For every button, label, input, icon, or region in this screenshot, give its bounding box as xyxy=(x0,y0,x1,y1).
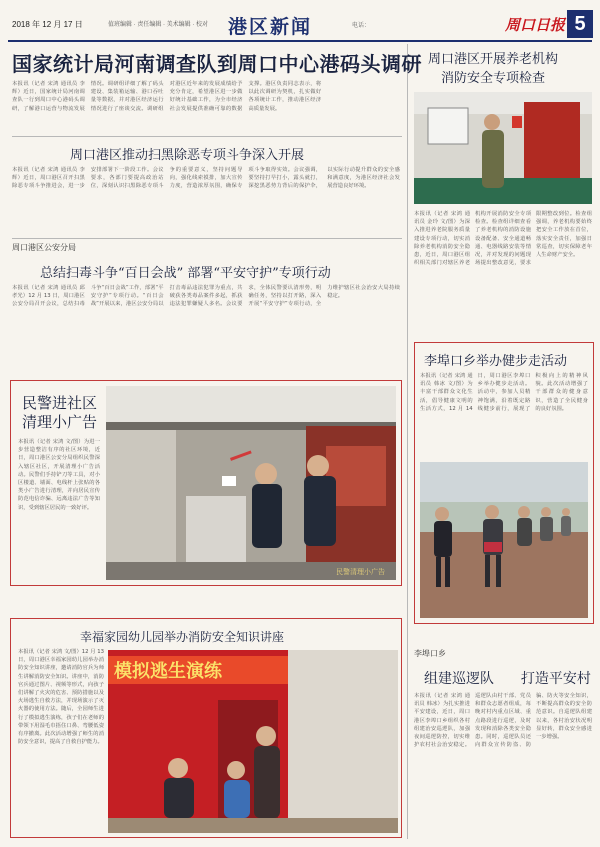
editor-credits: 值班编辑 · 责任编辑 · 美术编辑 · 校对 xyxy=(108,22,208,28)
article1-body: 本报讯（记者 宋鸿 通讯员 李辉）近日，国家统计局河南调查队一行到周口中心港码头调研，了解港口运营与物流发展情况。调研组详细了解了码头建设、集装箱运输、港口吞吐量等数据，并对港区经济运行情况进行了座谈交流。调研组对港区近年来的发展成绩给予充分肯定，希望港区进一步做好统计基础工作，为全市经济社会发展提供准确可靠的数据支撑。港区负责同志表示，将以此次调研为契机，扎实做好各项统计工作，推动港区经济高质量发展。 xyxy=(12,81,322,112)
article5-photo xyxy=(108,650,398,833)
article2-body: 本报讯（记者 宋鸿 通讯员 李辉）近日，周口港区召开扫黑除恶专项斗争推进会，进一步安排部署下一阶段工作。会议要求，各部门要提高政治站位，深刻认识扫黑除恶专项斗争的重要意义，坚持问题导向，强化线索摸排，加大宣传力度，营造浓厚氛围，确保专项斗争取得实效。会议强调，要坚持打早打小，露头就打，深挖黑恶势力背后的保护伞，以实际行动提升群众的安全感和满意度，为港区经济社会发展营造良好环境。 xyxy=(12,167,400,190)
article8-headline-line2: 打造平安村 xyxy=(520,671,591,687)
newspaper-logo: 周口日报 xyxy=(505,16,566,34)
column-divider xyxy=(407,44,408,839)
article7-body: 本报讯（记者 宋鸿 通讯员 韩冰 文/图）为丰富干部群众文化生活，倡导健康文明的生活方式，12 月 14 日，周口港区李埠口乡举办健步走活动。活动中，参加人员精神饱满，沿着既定路线健步前行，展现了积极向上的精神风貌。此次活动增强了干部群众的健身意识，营造了全民健身的良好氛围。 xyxy=(420,373,588,412)
header-rule xyxy=(8,40,592,42)
article6-body: 本报讯（记者 宋鸿 通讯员 金玲 文/图）为深入推进养老院服务质量建设专项行动，切实消除养老机构消防安全隐患，近日，周口港区组织相关部门对辖区养老机构开展消防安全专项检查。检查组详细查看了养老机构的消防设施设备配备、安全通道畅通、电器线路安装等情况，并对发现的问题现场提出整改意见，要求限期整改到位。检查组强调，养老机构要始终把安全工作放在首位，落实安全责任，加强日常巡查，切实保障老年人生命财产安全。 xyxy=(414,211,592,267)
divider xyxy=(12,136,402,137)
section-title: 港区新闻 xyxy=(228,16,313,38)
article4-photo xyxy=(106,386,396,580)
divider xyxy=(12,238,402,239)
article2-headline: 周口港区推动扫黑除恶专项斗争深入开展 xyxy=(70,148,305,163)
article7-headline: 李埠口乡举办健步走活动 xyxy=(424,354,568,369)
article4-headline-line2: 清理小广告 xyxy=(22,413,98,431)
article6-headline-line2: 消防安全专项检查 xyxy=(441,71,546,86)
article4-headline xyxy=(22,394,97,432)
article3-body: 本报讯（记者 宋鸿 通讯员 邱孝光）12 月 13 日，周口港区公安分局召开会议，总结扫毒斗争“百日会战”工作，部署“平安守护”专项行动。“百日会战”开展以来，港区公安分局以打击毒品违法犯罪为重点，共破获各类毒品案件多起，抓获违法犯罪嫌疑人多名。会议要求，全体民警要认清形势，明确任务，坚持以打开路，深入开展“平安守护”专项行动，全力维护辖区社会治安大局持续稳定。 xyxy=(12,285,400,308)
article6-headline xyxy=(428,50,558,88)
photo-caption: 民警清理小广告 xyxy=(336,568,385,576)
article6-headline-line1: 周口港区开展养老机构 xyxy=(428,52,559,67)
article4-body: 本报讯（记者 宋鸿 文/图）为进一步营造整洁有序的社区环境，近日，周口港区公安分局组织民警深入辖区社区，开展清理小广告活动。民警们手持铲刀等工具，对小区楼道、墙面、电线杆上张贴的各类小广告进行清理，并向居民宣传防范电信诈骗、远离违法广告等知识，受到辖区居民的一致好评。 xyxy=(18,439,100,511)
walking-event-photo xyxy=(420,462,588,618)
article5-headline: 幸福家园幼儿园举办消防安全知识讲座 xyxy=(80,630,285,644)
contact-info: 电话： xyxy=(352,23,371,29)
police-cleaning-photo xyxy=(106,386,396,580)
article6-photo xyxy=(414,92,592,204)
fire-inspection-photo xyxy=(414,92,592,204)
article7-photo xyxy=(420,462,588,618)
article8-body: 本报讯（记者 宋鸿 通讯员 韩冰）为扎实推进平安建设，近日，周口港区李埠口乡组织各村组建治安巡逻队，加强夜间巡逻防控，切实维护农村社会治安稳定。巡逻队由村干部、党员和群众志愿者组成，每晚对村内重点区域、重点路段进行巡逻，及时发现和消除各类安全隐患。同时，巡逻队员还向群众宣传防盗、防骗、防火等安全知识，不断提高群众的安全防范意识。自巡逻队组建以来，各村治安状况明显好转，群众安全感进一步增强。 xyxy=(414,693,592,749)
issue-date: 2018 年 12 月 17 日 xyxy=(12,20,83,29)
page-number: 5 xyxy=(567,10,593,38)
article5-body: 本报讯（记者 宋鸿 文/图）12 月 13 日，周口港区幸福家园幼儿园举办消防安全知识讲座，邀请消防官兵为师生讲解消防安全知识。讲座中，消防官兵通过图片、视频等形式，向孩子们讲解了火灾的危害、预防措施以及火场逃生自救方法，并现场演示了灭火器的使用方法。随后，全园师生进行了模拟逃生演练，孩子们在老师的带领下用湿毛巾捂住口鼻、弯腰低姿有序撤离。此次活动增强了师生的消防安全意识，提高了自救自护能力。 xyxy=(18,649,104,746)
fire-drill-photo xyxy=(108,650,398,833)
page-header xyxy=(0,8,600,38)
article3-headline: 总结扫毒斗争“百日会战” 部署“平安守护”专项行动 xyxy=(40,266,331,281)
article3-kicker: 周口港区公安分局 xyxy=(12,243,76,252)
article8-headline-line1: 组建巡逻队 xyxy=(424,671,494,687)
article8-kicker: 李埠口乡 xyxy=(414,649,446,658)
article8-headline xyxy=(424,668,591,688)
article1-headline: 国家统计局河南调查队到周口中心港码头调研 xyxy=(12,52,422,76)
article4-headline-line1: 民警进社区 xyxy=(22,394,98,412)
drill-banner: 模拟逃生演练 xyxy=(114,661,222,682)
